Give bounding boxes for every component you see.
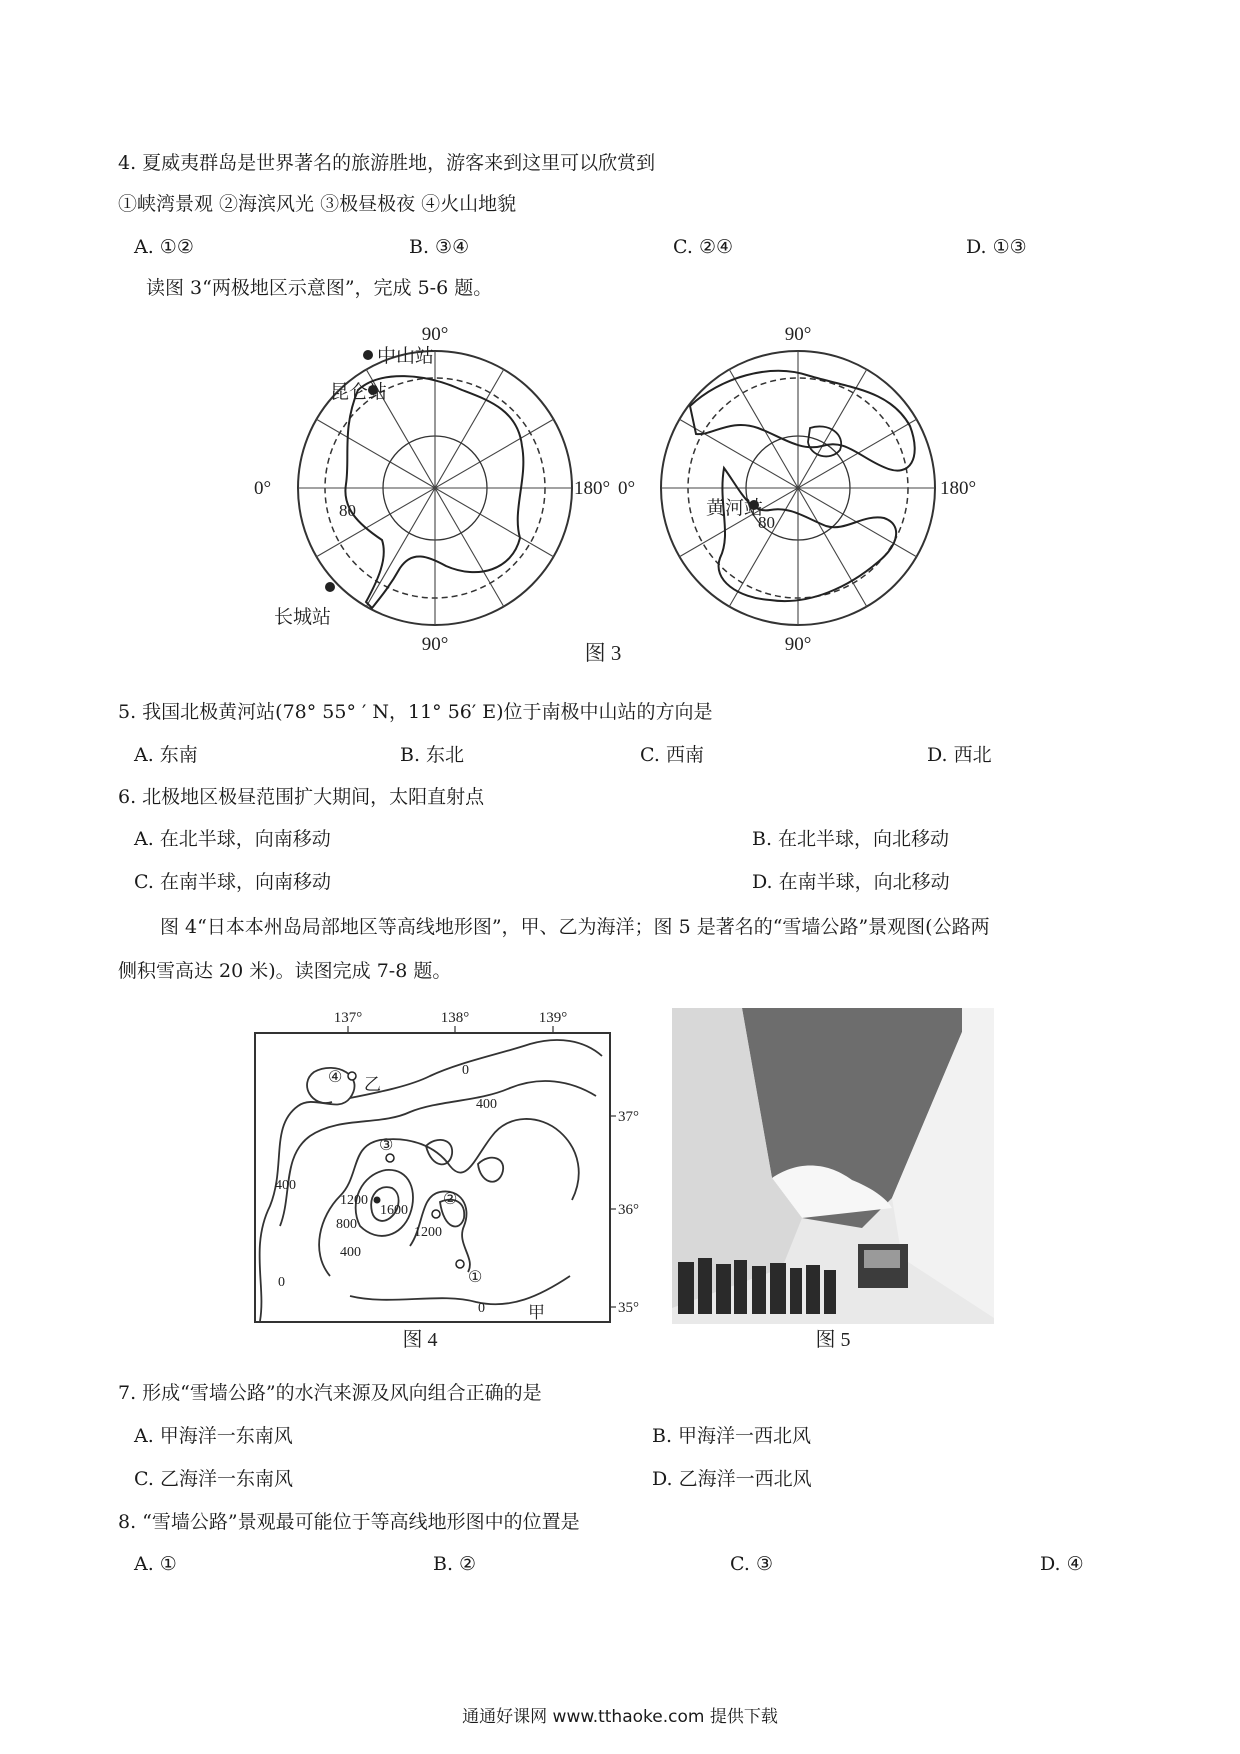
q4-option-d: D. ①③ <box>966 236 1027 258</box>
arctic-map <box>618 324 976 655</box>
right-map-lat-label: 80 <box>758 513 775 532</box>
figure-5-caption: 图 5 <box>815 1329 851 1351</box>
q5-option-c: C. 西南 <box>640 744 704 766</box>
figure-4-contour-map <box>240 996 639 1356</box>
left-map-right-label: 180° <box>574 478 611 499</box>
left-map-left-label: 0° <box>254 478 272 499</box>
q8-stem: 8. “雪墙公路”景观最可能位于等高线地形图中的位置是 <box>118 1511 580 1533</box>
contour-800: 800 <box>336 1217 357 1232</box>
right-map-left-label: 0° <box>618 478 636 499</box>
q5-option-a: A. 东南 <box>134 744 198 766</box>
figure-5-snow-wall-photo <box>672 1008 994 1356</box>
contour-400c: 400 <box>340 1245 361 1260</box>
figure-3-polar-maps <box>250 318 990 674</box>
point-4: ④ <box>328 1069 343 1086</box>
q8-option-b: B. ② <box>433 1553 477 1575</box>
q6-option-b: B. 在北半球，向北移动 <box>752 828 950 850</box>
contour-400a: 400 <box>476 1097 497 1112</box>
right-map-bottom-label: 90° <box>784 634 812 655</box>
intro-5-6: 读图 3“两极地区示意图”，完成 5-6 题。 <box>146 277 493 299</box>
footer-download-note: 通通好课网 www.tthaoke.com 提供下载 <box>462 1707 778 1727</box>
station-kunlun: 昆仑站 <box>330 382 388 403</box>
q4-option-a: A. ①② <box>134 236 194 258</box>
figure-4-caption: 图 4 <box>402 1329 438 1351</box>
contour-1600: 1600 <box>380 1203 408 1218</box>
q4-items: ①峡湾景观 ②海滨风光 ③极昼极夜 ④火山地貌 <box>118 193 517 215</box>
lat-35: 35° <box>618 1300 639 1316</box>
lon-139: 139° <box>538 1010 568 1026</box>
q4-option-c: C. ②④ <box>673 236 734 258</box>
lat-37: 37° <box>618 1109 639 1125</box>
q4-option-b: B. ③④ <box>409 236 470 258</box>
q7-option-a: A. 甲海洋一东南风 <box>134 1425 293 1447</box>
q6-stem: 6. 北极地区极昼范围扩大期间，太阳直射点 <box>118 786 485 808</box>
intro-7-8-line2: 侧积雪高达 20 米)。读图完成 7-8 题。 <box>118 960 452 982</box>
station-huanghe: 黄河站 <box>706 498 764 519</box>
q6-option-c: C. 在南半球，向南移动 <box>134 871 331 893</box>
q6-option-a: A. 在北半球，向南移动 <box>134 828 331 850</box>
contour-1200b: 1200 <box>414 1225 442 1240</box>
q5-stem: 5. 我国北极黄河站(78° 55° ′ N，11° 56′ E)位于南极中山站的方向是 <box>118 701 713 723</box>
q7-stem: 7. 形成“雪墙公路”的水汽来源及风向组合正确的是 <box>118 1382 542 1404</box>
contour-0c: 0 <box>478 1301 485 1316</box>
contour-400b: 400 <box>275 1178 296 1193</box>
q7-option-c: C. 乙海洋一东南风 <box>134 1468 293 1490</box>
q5-option-b: B. 东北 <box>400 744 465 766</box>
intro-7-8-line1: 图 4“日本本州岛局部地区等高线地形图”，甲、乙为海洋；图 5 是著名的“雪墙公路”景观图(公路两 <box>160 916 990 938</box>
contour-0b: 0 <box>278 1275 285 1290</box>
q4-stem: 4. 夏威夷群岛是世界著名的旅游胜地，游客来到这里可以欣赏到 <box>118 152 656 174</box>
station-zhongshan: 中山站 <box>377 346 435 367</box>
antarctic-map <box>254 324 610 655</box>
sea-yi: 乙 <box>364 1075 381 1094</box>
q8-option-c: C. ③ <box>730 1553 773 1575</box>
lon-137: 137° <box>333 1010 363 1026</box>
contour-0a: 0 <box>462 1063 469 1078</box>
q6-option-d: D. 在南半球，向北移动 <box>752 871 950 893</box>
q7-option-d: D. 乙海洋一西北风 <box>652 1468 812 1490</box>
q7-option-b: B. 甲海洋一西北风 <box>652 1425 812 1447</box>
station-changcheng: 长城站 <box>274 607 332 628</box>
point-1: ① <box>468 1269 483 1286</box>
q5-option-d: D. 西北 <box>927 744 992 766</box>
right-map-top-label: 90° <box>784 324 812 345</box>
sea-jia: 甲 <box>528 1303 545 1322</box>
left-map-bottom-label: 90° <box>421 634 449 655</box>
point-2: ② <box>443 1191 458 1208</box>
q8-option-a: A. ① <box>134 1553 177 1575</box>
lat-36: 36° <box>618 1202 639 1218</box>
left-map-top-label: 90° <box>421 324 449 345</box>
figure-3-caption: 图 3 <box>584 641 622 665</box>
point-3: ③ <box>379 1137 394 1154</box>
left-map-lat-label: 80 <box>339 501 356 520</box>
lon-138: 138° <box>440 1010 470 1026</box>
contour-1200a: 1200 <box>340 1193 368 1208</box>
q8-option-d: D. ④ <box>1040 1553 1084 1575</box>
right-map-right-label: 180° <box>940 478 977 499</box>
